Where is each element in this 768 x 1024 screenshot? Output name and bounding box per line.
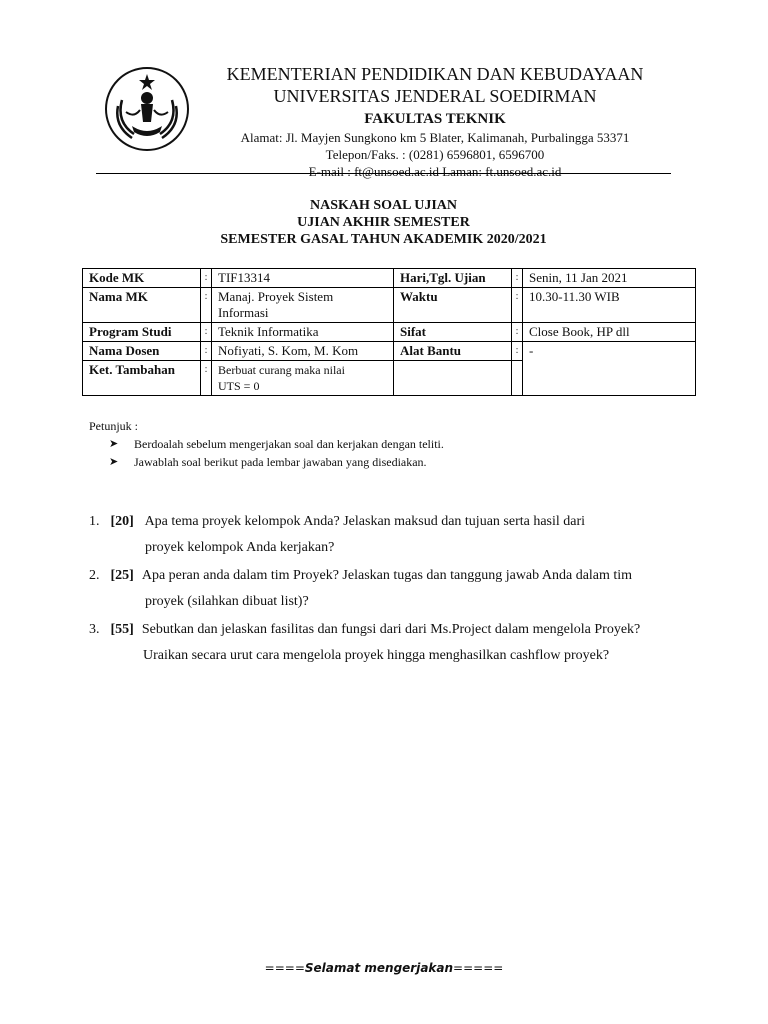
ministry-name: KEMENTERIAN PENDIDIKAN DAN KEBUDAYAAN <box>226 64 644 84</box>
question-number: 1. <box>89 514 100 529</box>
separator: : <box>201 361 212 396</box>
separator: : <box>512 342 523 361</box>
empty-separator-cell <box>512 361 523 396</box>
question-number: 3. <box>89 622 100 637</box>
separator: : <box>201 269 212 288</box>
list-item <box>109 435 444 453</box>
course-name-value <box>212 288 394 323</box>
table-row <box>83 288 696 323</box>
study-program-label: Program Studi <box>83 323 201 342</box>
closing-right-marks: ===== <box>453 961 504 975</box>
empty-cell <box>394 361 512 396</box>
closing-text: Selamat mengerjakan <box>304 961 454 975</box>
instructions-list <box>89 435 444 471</box>
course-name-label: Nama MK <box>83 288 201 323</box>
instructions-title: Petunjuk : <box>89 419 139 433</box>
additional-note-value <box>212 361 394 396</box>
closing-left-marks: ==== <box>264 961 305 975</box>
instructions <box>89 417 444 471</box>
separator: : <box>512 269 523 288</box>
course-code-value: TIF13314 <box>212 269 394 288</box>
separator: : <box>512 288 523 323</box>
instruction-text: Jawablah soal berikut pada lembar jawaban yang disediakan. <box>134 455 427 469</box>
question-3 <box>89 617 640 669</box>
tools-label: Alat Bantu <box>394 342 512 361</box>
separator: : <box>201 288 212 323</box>
question-points: [20] <box>110 514 134 529</box>
arrow-bullet-icon: ➤ <box>109 456 119 468</box>
question-text-line-1: Apa tema proyek kelompok Anda? Jelaskan maksud dan tujuan serta hasil dari <box>144 514 586 529</box>
course-name-line-2: Informasi <box>218 305 269 320</box>
question-points: [25] <box>110 568 134 583</box>
table-row <box>83 269 696 288</box>
separator: : <box>201 342 212 361</box>
course-code-label: Kode MK <box>83 269 201 288</box>
question-points: [55] <box>110 622 134 637</box>
course-name-line-1: Manaj. Proyek Sistem <box>218 289 334 304</box>
address-line: Alamat: Jl. Mayjen Sungkono km 5 Blater, Kalimanah, Purbalingga 53371 <box>240 130 630 145</box>
separator: : <box>512 323 523 342</box>
title-line-3: SEMESTER GASAL TAHUN AKADEMIK 2020/2021 <box>220 232 547 247</box>
exam-info-table <box>82 268 696 396</box>
question-number: 2. <box>89 568 100 583</box>
study-program-value: Teknik Informatika <box>212 323 394 342</box>
university-logo <box>104 66 190 152</box>
question-text-line-2: proyek kelompok Anda kerjakan? <box>145 540 335 555</box>
exam-date-value: Senin, 11 Jan 2021 <box>523 269 696 288</box>
additional-note-label: Ket. Tambahan <box>83 361 201 396</box>
tools-value: - <box>523 342 696 396</box>
letterhead-divider <box>96 173 671 174</box>
title-line-1: NASKAH SOAL UJIAN <box>309 198 458 213</box>
closing-message <box>0 961 768 975</box>
faculty-name: FAKULTAS TEKNIK <box>364 111 506 127</box>
phone-line: Telepon/Faks. : (0281) 6596801, 6596700 <box>325 147 545 162</box>
note-line-2: UTS = 0 <box>218 379 260 393</box>
question-text-line-2: Uraikan secara urut cara mengelola proyek hingga menghasilkan cashflow proyek? <box>143 648 610 663</box>
question-text-line-2: proyek (silahkan dibuat list)? <box>145 594 309 609</box>
separator: : <box>201 323 212 342</box>
note-line-1: Berbuat curang maka nilai <box>218 363 345 377</box>
table-row <box>83 323 696 342</box>
document-titles <box>96 197 671 248</box>
arrow-bullet-icon: ➤ <box>109 438 119 450</box>
exam-date-label: Hari,Tgl. Ujian <box>394 269 512 288</box>
university-name: UNIVERSITAS JENDERAL SOEDIRMAN <box>273 86 597 106</box>
question-text-line-1: Sebutkan dan jelaskan fasilitas dan fungsi dari dari Ms.Project dalam mengelola Proyek? <box>141 622 641 637</box>
nature-label: Sifat <box>394 323 512 342</box>
question-1 <box>89 509 585 561</box>
letterhead <box>195 63 675 180</box>
nature-value: Close Book, HP dll <box>523 323 696 342</box>
question-2 <box>89 563 632 615</box>
time-value: 10.30-11.30 WIB <box>523 288 696 323</box>
contact-line: E-mail : ft@unsoed.ac.id Laman: ft.unsoed.ac.id <box>308 164 562 179</box>
lecturer-label: Nama Dosen <box>83 342 201 361</box>
time-label: Waktu <box>394 288 512 323</box>
list-item <box>109 453 444 471</box>
title-line-2: UJIAN AKHIR SEMESTER <box>297 215 470 230</box>
question-text-line-1: Apa peran anda dalam tim Proyek? Jelaskan tugas dan tanggung jawab Anda dalam tim <box>141 568 633 583</box>
instruction-text: Berdoalah sebelum mengerjakan soal dan kerjakan dengan teliti. <box>134 437 444 451</box>
table-row <box>83 342 696 361</box>
lecturer-value: Nofiyati, S. Kom, M. Kom <box>212 342 394 361</box>
